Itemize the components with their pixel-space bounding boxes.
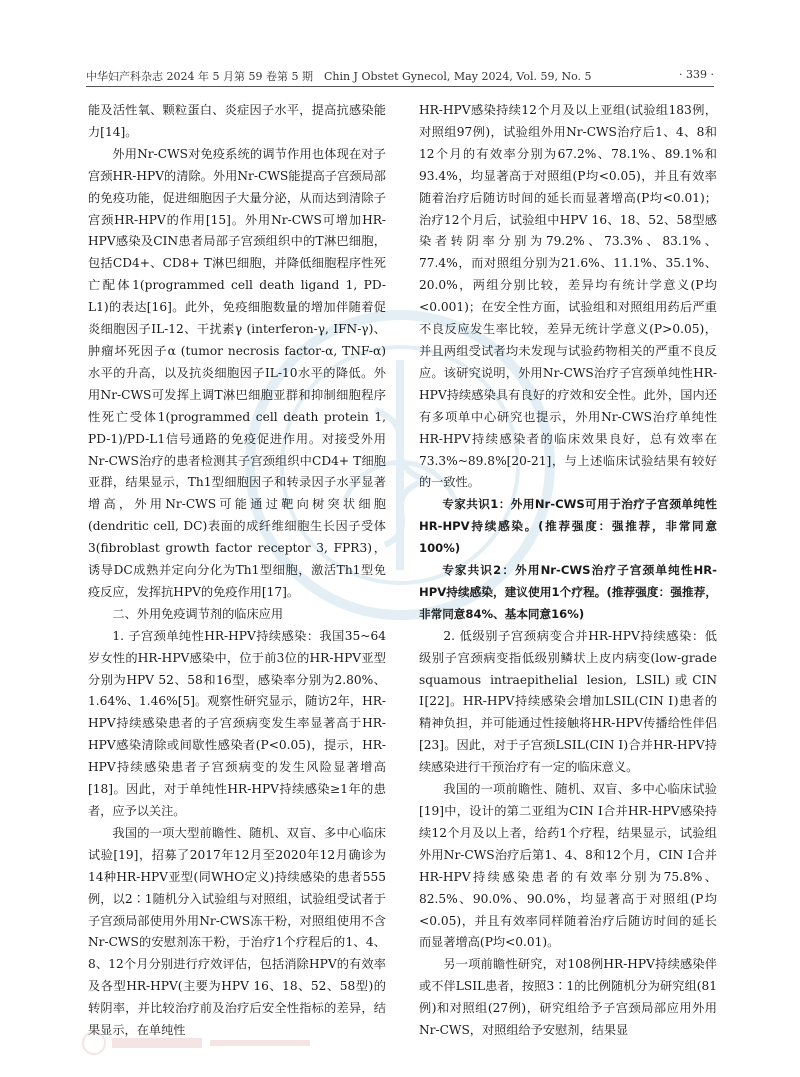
expert-consensus-2: 专家共识2：外用Nr-CWS治疗子宫颈单纯性HR-HPV持续感染，建议使用1个疗程。(推荐强度：强推荐，非常同意84%、基本同意16%)	[419, 563, 717, 621]
paragraph: 2. 低级别子宫颈病变合并HR-HPV持续感染：低级别子宫颈病变指低级别鳞状上皮内病变(low-grade squamous intraepithelial lesion, LSIL)或CIN Ⅰ[22]。HR-HPV持续感染会增加LSIL(CIN Ⅰ)患者的精神负担，并可能通过性接触将HR-HPV传播给性伴侣[23]。因此，对于子宫颈LSIL(CIN Ⅰ)合并HR-HPV持续感染进行干预治疗有一定的临床意义。	[419, 628, 717, 775]
paragraph: 能及活性氧、颗粒蛋白、炎症因子水平，提高抗感染能力[14]。	[88, 103, 386, 139]
paragraph: 外用Nr-CWS对免疫系统的调节作用也体现在对子宫颈HR-HPV的清除。外用Nr-CWS能提高子宫颈局部的免疫功能，促进细胞因子大量分泌，从而达到清除子宫颈HR-HPV的作用[15]。外用Nr-CWS可增加HR-HPV感染及CIN患者局部子宫颈组织中的T淋巴细胞，包括CD4+、CD8+ T淋巴细胞，并降低细胞程序性死亡配体1(programmed cell death ligand 1, PD-L1)的表达[16]。此外，免疫细胞数量的增加伴随着促炎细胞因子IL-12、干扰素γ (interferon-γ, IFN-γ)、肿瘤坏死因子α (tumor necrosis factor-α, TNF-α)水平的升高，以及抗炎细胞因子IL-10水平的降低。外用Nr-CWS可发挥上调T淋巴细胞亚群和抑制细胞程序性死亡受体1(programmed cell death protein 1, PD-1)/PD-L1信号通路的免疫促进作用。对接受外用Nr-CWS治疗的患者检测其子宫颈组织中CD4+ T细胞亚群，结果显示，Th1型细胞因子和转录因子水平显著增高，外用Nr-CWS可能通过靶向树突状细胞(dendritic cell, DC)表面的成纤维细胞生长因子受体3(fibroblast growth factor receptor 3, FPR3)，诱导DC成熟并定向分化为Th1型细胞，激活Th1型免疫反应，发挥抗HPV的免疫作用[17]。	[88, 146, 386, 599]
paragraph: 我国的一项前瞻性、随机、双盲、多中心临床试验[19]中，设计的第二亚组为CIN Ⅰ合并HR-HPV感染持续12个月及以上者，给药1个疗程，结果显示，试验组外用Nr-CWS治疗后第1、4、8和12个月，CIN Ⅰ合并HR-HPV持续感染患者的有效率分别为75.8%、82.5%、90.0%、90.0%，均显著高于对照组(P均<0.05)，并且有效率同样随着治疗后随访时间的延长而显著增高(P均<0.01)。	[419, 782, 717, 950]
expert-consensus-1: 专家共识1：外用Nr-CWS可用于治疗子宫颈单纯性HR-HPV持续感染。(推荐强度：强推荐，非常同意100%)	[419, 497, 717, 556]
journal-citation: 中华妇产科杂志 2024 年 5 月第 59 卷第 5 期 Chin J Obstet Gynecol, May 2024, Vol. 59, No. 5	[86, 70, 592, 83]
paragraph: 另一项前瞻性研究，对108例HR-HPV持续感染伴或不伴LSIL患者，按照3∶1的比例随机分为研究组(81例)和对照组(27例)，研究组给予子宫颈局部应用外用Nr-CWS，对照组给予安慰剂，结果显	[419, 957, 717, 1038]
page-number: · 339 ·	[679, 68, 714, 81]
paragraph: 我国的一项大型前瞻性、随机、双盲、多中心临床试验[19]，招募了2017年12月至2020年12月确诊为14种HR-HPV亚型(同WHO定义)持续感染的患者555例，以2∶1随机分入试验组与对照组，试验组受试者于子宫颈局部使用外用Nr-CWS冻干粉，对照组使用不含Nr-CWS的安慰剂冻干粉，于治疗1个疗程后的1、4、8、12个月分别进行疗效评估，包括消除HPV的有效率及各型HR-HPV(主要为HPV 16、18、52、58型)的转阴率，并比较治疗前及治疗后安全性指标的差异，结果显示，在单纯性	[88, 825, 386, 1038]
section-heading: 二、外用免疫调节剂的临床应用	[112, 606, 284, 621]
left-column	[88, 100, 386, 1042]
paragraph: HR-HPV感染持续12个月及以上亚组(试验组183例，对照组97例)，试验组外用Nr-CWS治疗后1、4、8和12个月的有效率分别为67.2%、78.1%、89.1%和93.4%，均显著高于对照组(P均<0.05)，并且有效率随着治疗后随访时间的延长而显著增高(P均<0.01)；治疗12个月后，试验组中HPV 16、18、52、58型感染者转阴率分别为79.2%、73.3%、83.1%、77.4%，而对照组分别为21.6%、11.1%、35.1%、20.0%，两组分别比较，差异均有统计学意义(P均<0.001)；在安全性方面，试验组和对照组用药后严重不良反应发生率比较，差异无统计学意义(P>0.05)，并且两组受试者均未发现与试验药物相关的严重不良反应。该研究说明，外用Nr-CWS治疗子宫颈单纯性HR-HPV持续感染具有良好的疗效和安全性。此外，国内还有多项单中心研究也提示，外用Nr-CWS治疗单纯性HR-HPV持续感染者的临床效果良好，总有效率在73.3%~89.8%[20-21]，与上述临床试验结果有较好的一致性。	[419, 103, 717, 490]
right-column	[419, 100, 717, 1042]
paragraph: 1. 子宫颈单纯性HR-HPV持续感染：我国35~64岁女性的HR-HPV感染中，位于前3位的HR-HPV亚型分别为HPV 52、58和16型，感染率分别为2.80%、1.64%、1.46%[5]。观察性研究显示，随访2年，HR-HPV持续感染患者的子宫颈病变发生率显著高于HR-HPV感染清除或间歇性感染者(P<0.05)，提示，HR-HPV持续感染患者子宫颈病变的发生风险显著增高[18]。因此，对于单纯性HR-HPV持续感染≥1年的患者，应予以关注。	[88, 628, 386, 818]
running-header	[86, 64, 714, 87]
